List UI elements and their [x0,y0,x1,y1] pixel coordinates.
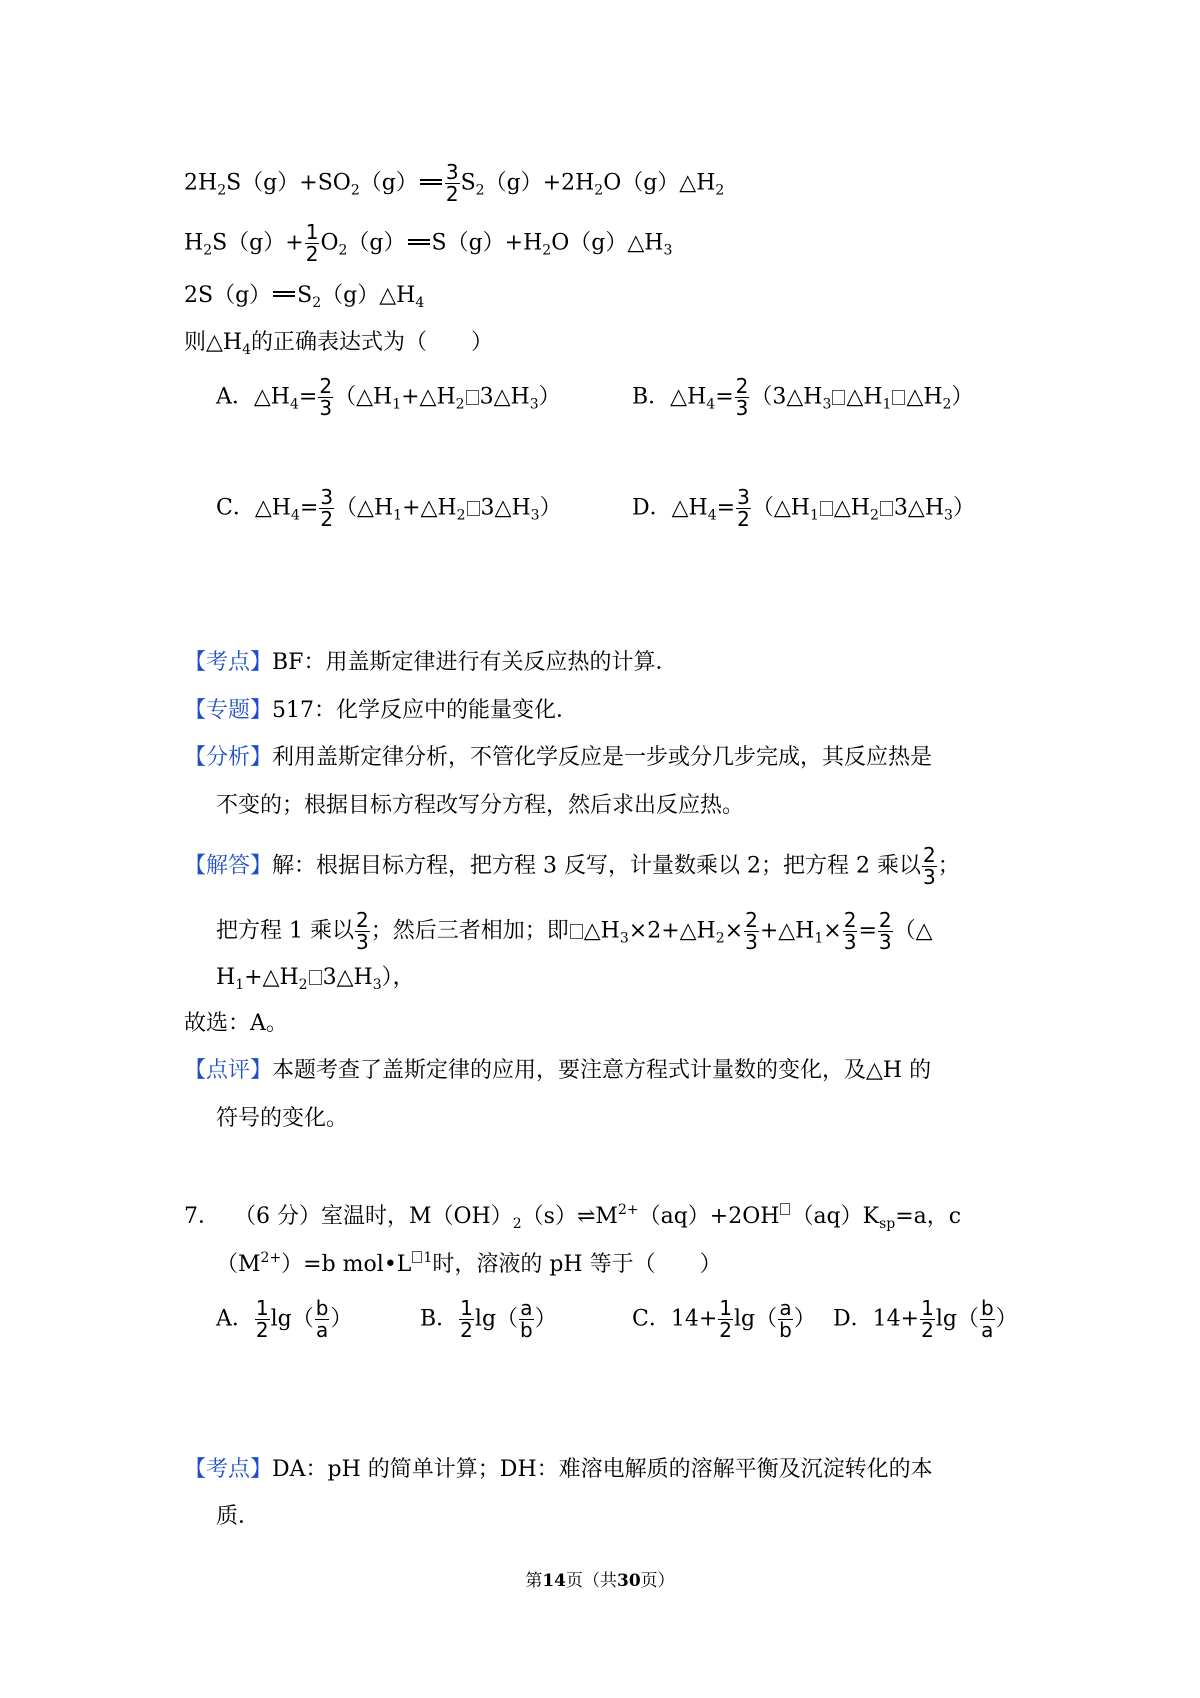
fraction: $\frac{2}{3}$ [922,843,936,889]
dianping-6: 【点评】本题考查了盖斯定律的应用，要注意方程式计量数的变化，及△H 的 [184,1058,932,1083]
equation-4: 2S（g） $S_2(g)\triangle H_4$ [184,283,425,311]
equals-sign [420,179,442,185]
fenxi-6: 【分析】利用盖斯定律分析，不管化学反应是一步或分几步完成，其反应热是 [184,745,933,770]
missing-glyph-box [780,1203,790,1215]
dianping-6-cont: 符号的变化。 [216,1106,349,1131]
option-7d: D．14+ $\frac{1}{2}$ lg（ $\frac{b}{a}$ ） [833,1296,1018,1342]
option-6b: B．$\triangle H_4=$ $\frac{2}{3}$ （$3\triangle H_3$ $\triangle H_1$ $\triangle H_2$） [632,374,974,420]
question-7-line2: $(M^{2+})=b$ mol•L $^1$时，溶液的 pH 等于（ ） [216,1250,722,1277]
equals-sign [408,239,430,245]
zhuanti-6: 【专题】517：化学反应中的能量变化． [184,698,579,723]
missing-glyph-box [309,970,322,985]
fraction: $\frac{2}{3}$ [355,908,369,954]
missing-glyph-box [570,924,583,939]
fenxi-6-cont: 不变的；根据目标方程改写分方程，然后求出反应热。 [216,793,745,818]
fraction: $\frac{2}{3}$ [843,908,857,954]
option-7b: B． $\frac{1}{2}$ lg（ $\frac{a}{b}$ ） [420,1296,557,1342]
missing-glyph-box [820,501,833,516]
guxuan-6: 故选：A。 [184,1011,288,1036]
jieda-6-line3: $H_1+\triangle H_2$ $3\triangle H_3$）， [216,965,415,993]
option-6c: C．$\triangle H_4=$ $\frac{3}{2}$ （$\triangle H_1+\triangle H_2$ $3\triangle H_3$） [216,485,562,531]
question-7-line1: 7． （6 分）室温时，$M(OH)_2(s)\rightleftharpoons M^{2+}(aq)+2OH$ $(aq)K_{sp}=a$，c [184,1202,962,1232]
page-footer: 第14页（共30页） [525,1571,675,1591]
equals-sign [273,291,295,297]
equation-2: $2H_2S(g)+SO_2(g)$ $\frac{3}{2}$ $S_2(g)+2H_2O(g)\triangle H_2$ [184,160,725,206]
jieda-6: 【解答】解：根据目标方程，把方程 3 反写，计量数乘以 2；把方程 2 乘以 $\frac{2}{3}$ ； [184,843,960,889]
option-6a: A．$\triangle H_4=$ $\frac{2}{3}$ （$\triangle H_1+\triangle H_2$ $3\triangle H_3$） [216,374,561,420]
missing-glyph-box [467,501,480,516]
kaodian-6: 【考点】BF：用盖斯定律进行有关反应热的计算． [184,650,678,675]
missing-glyph-box [412,1251,422,1263]
fraction: $\frac{2}{3}$ [745,908,758,954]
option-6d: D．$\triangle H_4=$ $\frac{3}{2}$ （$\triangle H_1$ $\triangle H_2$ $3\triangle H_3$） [632,485,975,531]
fraction: $\frac{3}{2}$ [737,485,750,531]
option-7a: A． $\frac{1}{2}$ lg（ $\frac{b}{a}$ ） [216,1296,353,1342]
fraction: $\frac{2}{3}$ [735,374,749,420]
fraction: $\frac{3}{2}$ [320,485,334,531]
fraction: $\frac{3}{2}$ [445,160,459,206]
jieda-6-line2: 把方程 1 乘以 $\frac{2}{3}$ ；然后三者相加；即 $\triangle H_3\times 2+\triangle H_2\times$ $\frac{2}{3}$ $+\triangle H_1\times$ $\frac{2}{3}$ = $\frac{2}{3}$ （△ [216,908,933,954]
missing-glyph-box [466,390,479,405]
kaodian-7-cont: 质． [216,1504,261,1529]
equation-3: $H_2S(g)+$ $\frac{1}{2}$ $O_2(g)$ $S(g)+H_2O(g)\triangle H_3$ [184,220,673,266]
fraction: $\frac{1}{2}$ [305,220,319,266]
missing-glyph-box [880,501,893,516]
fraction: $\frac{2}{3}$ [878,908,892,954]
option-7c: C．14+ $\frac{1}{2}$ lg（ $\frac{a}{b}$ ） [632,1296,816,1342]
question-6-stem: 则$\triangle H_4$的正确表达式为（ ） [184,330,494,358]
fraction: $\frac{2}{3}$ [319,374,333,420]
kaodian-7: 【考点】DA：pH 的简单计算；DH：难溶电解质的溶解平衡及沉淀转化的本 [184,1457,933,1482]
missing-glyph-box [832,390,845,405]
missing-glyph-box [892,390,905,405]
